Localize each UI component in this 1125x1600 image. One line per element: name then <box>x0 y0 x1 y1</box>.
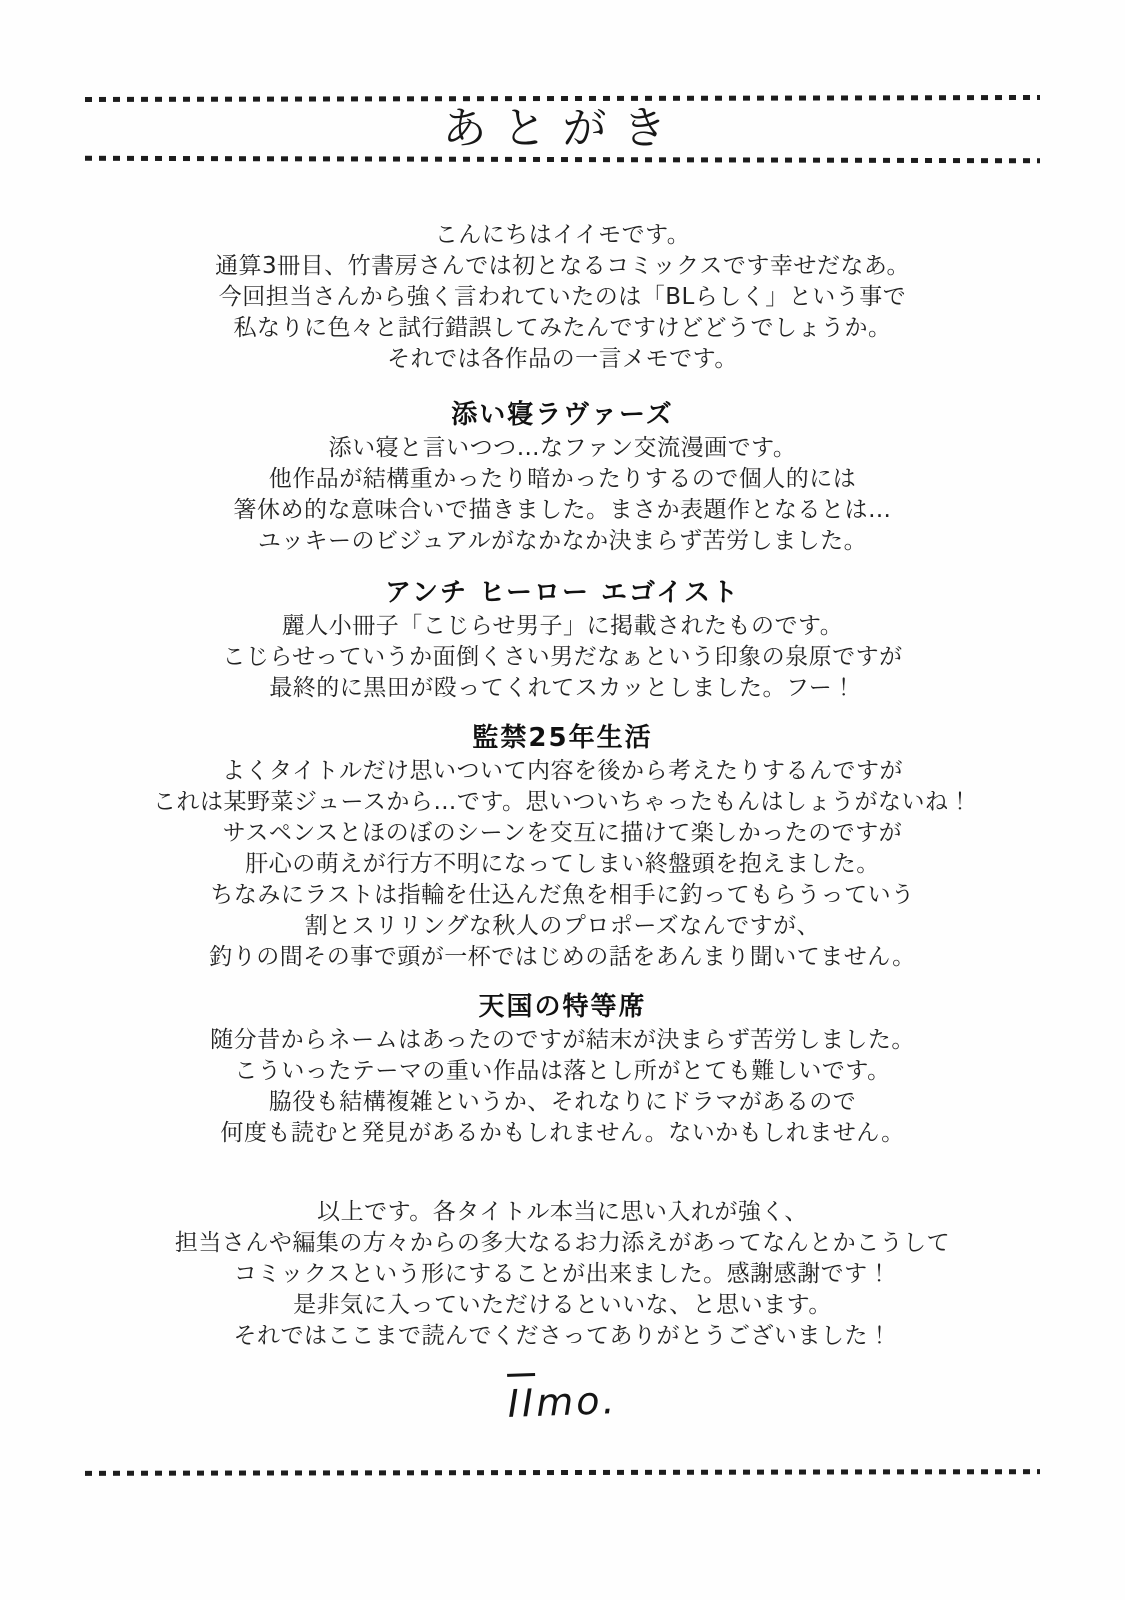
signature-rest-part: mo. <box>535 1378 619 1425</box>
text-line: 箸休め的な意味合いで描きました。まさか表題作となるとは… <box>233 497 892 523</box>
dashed-rule-top <box>85 95 1040 102</box>
text-line: 担当さんや編集の方々からの多大なるお力添えがあってなんとかこうして <box>174 1230 951 1256</box>
text-line: こじらせっていうか面倒くさい男だなぁという印象の泉原ですが <box>222 644 903 670</box>
text-line: 釣りの間その事で頭が一杯ではじめの話をあんまり聞いてません。 <box>209 944 916 970</box>
text-line: 麗人小冊子「こじらせ男子」に掲載されたものです。 <box>281 613 844 639</box>
intro-paragraph <box>0 220 1125 375</box>
text-line: ユッキーのビジュアルがなかなか決まらず苦労しました。 <box>257 528 868 554</box>
text-line: こういったテーマの重い作品は落とし所がとても難しいです。 <box>234 1058 891 1084</box>
text-line: 今回担当さんから強く言われていたのは「BLらしく」という事で <box>218 284 907 310</box>
text-line: サスペンスとほのぼのシーンを交互に描けて楽しかったのですが <box>222 820 903 846</box>
signature-overlined-part: II <box>507 1373 537 1430</box>
text-line: 何度も読むと発見があるかもしれません。ないかもしれません。 <box>220 1120 905 1146</box>
text-line: これは某野菜ジュースから…です。思いついちゃったもんはしょうがないね！ <box>152 789 973 815</box>
text-line: それでは各作品の一言メモです。 <box>387 346 738 372</box>
text-line: コミックスという形にすることが出来ました。感謝感謝です！ <box>233 1261 892 1287</box>
section-tengoku-no-tokutoseki <box>0 989 1125 1149</box>
text-line: 最終的に黒田が殴ってくれてスカッとしました。フー！ <box>269 675 856 701</box>
text-line: ちなみにラストは指輪を仕込んだ魚を相手に釣ってもらうっていう <box>210 882 915 908</box>
text-line: 是非気に入っていただけるといいな、と思います。 <box>293 1292 832 1318</box>
section-heading: 添い寝ラヴァーズ <box>451 400 674 430</box>
section-heading: アンチ ヒーロー エゴイスト <box>385 578 740 608</box>
text-line: 添い寝と言いつつ…なファン交流漫画です。 <box>328 435 797 461</box>
section-heading: 天国の特等席 <box>478 992 647 1022</box>
section-soine-lovers <box>0 397 1125 557</box>
dashed-rule-under-title <box>85 156 1040 164</box>
page-title: あとがき <box>442 103 683 154</box>
text-line: 私なりに色々と試行錯誤してみたんですけどどうでしょうか。 <box>233 315 892 341</box>
text-line: こんにちはイイモです。 <box>434 222 691 248</box>
text-line: 肝心の萌えが行方不明になってしまい終盤頭を抱えました。 <box>245 851 880 877</box>
author-signature <box>0 1352 1125 1447</box>
section-heading: 監禁25年生活 <box>472 723 653 753</box>
text-line: 通算3冊目、竹書房さんでは初となるコミックスです幸せだなあ。 <box>214 253 911 279</box>
section-anti-hero-egoist <box>0 575 1125 704</box>
text-line: 以上です。各タイトル本当に思い入れが強く、 <box>317 1199 808 1225</box>
section-kankin-25-nen-seikatsu <box>0 720 1125 973</box>
text-line: よくタイトルだけ思いついて内容を後から考えたりするんですが <box>221 758 904 784</box>
text-line: 割とスリリングな秋人のプロポーズなんですが、 <box>304 913 821 939</box>
dashed-rule-bottom <box>85 1469 1040 1476</box>
afterword-header <box>0 96 1125 162</box>
text-line: それではここまで読んでくださってありがとうございました！ <box>233 1323 892 1349</box>
text-line: 随分昔からネームはあったのですが結末が決まらず苦労しました。 <box>210 1027 915 1053</box>
text-line: 脇役も結構複雑というか、それなりにドラマがあるので <box>268 1089 857 1115</box>
text-line: 他作品が結構重かったり暗かったりするので個人的には <box>268 466 857 492</box>
closing-paragraph <box>0 1197 1125 1352</box>
